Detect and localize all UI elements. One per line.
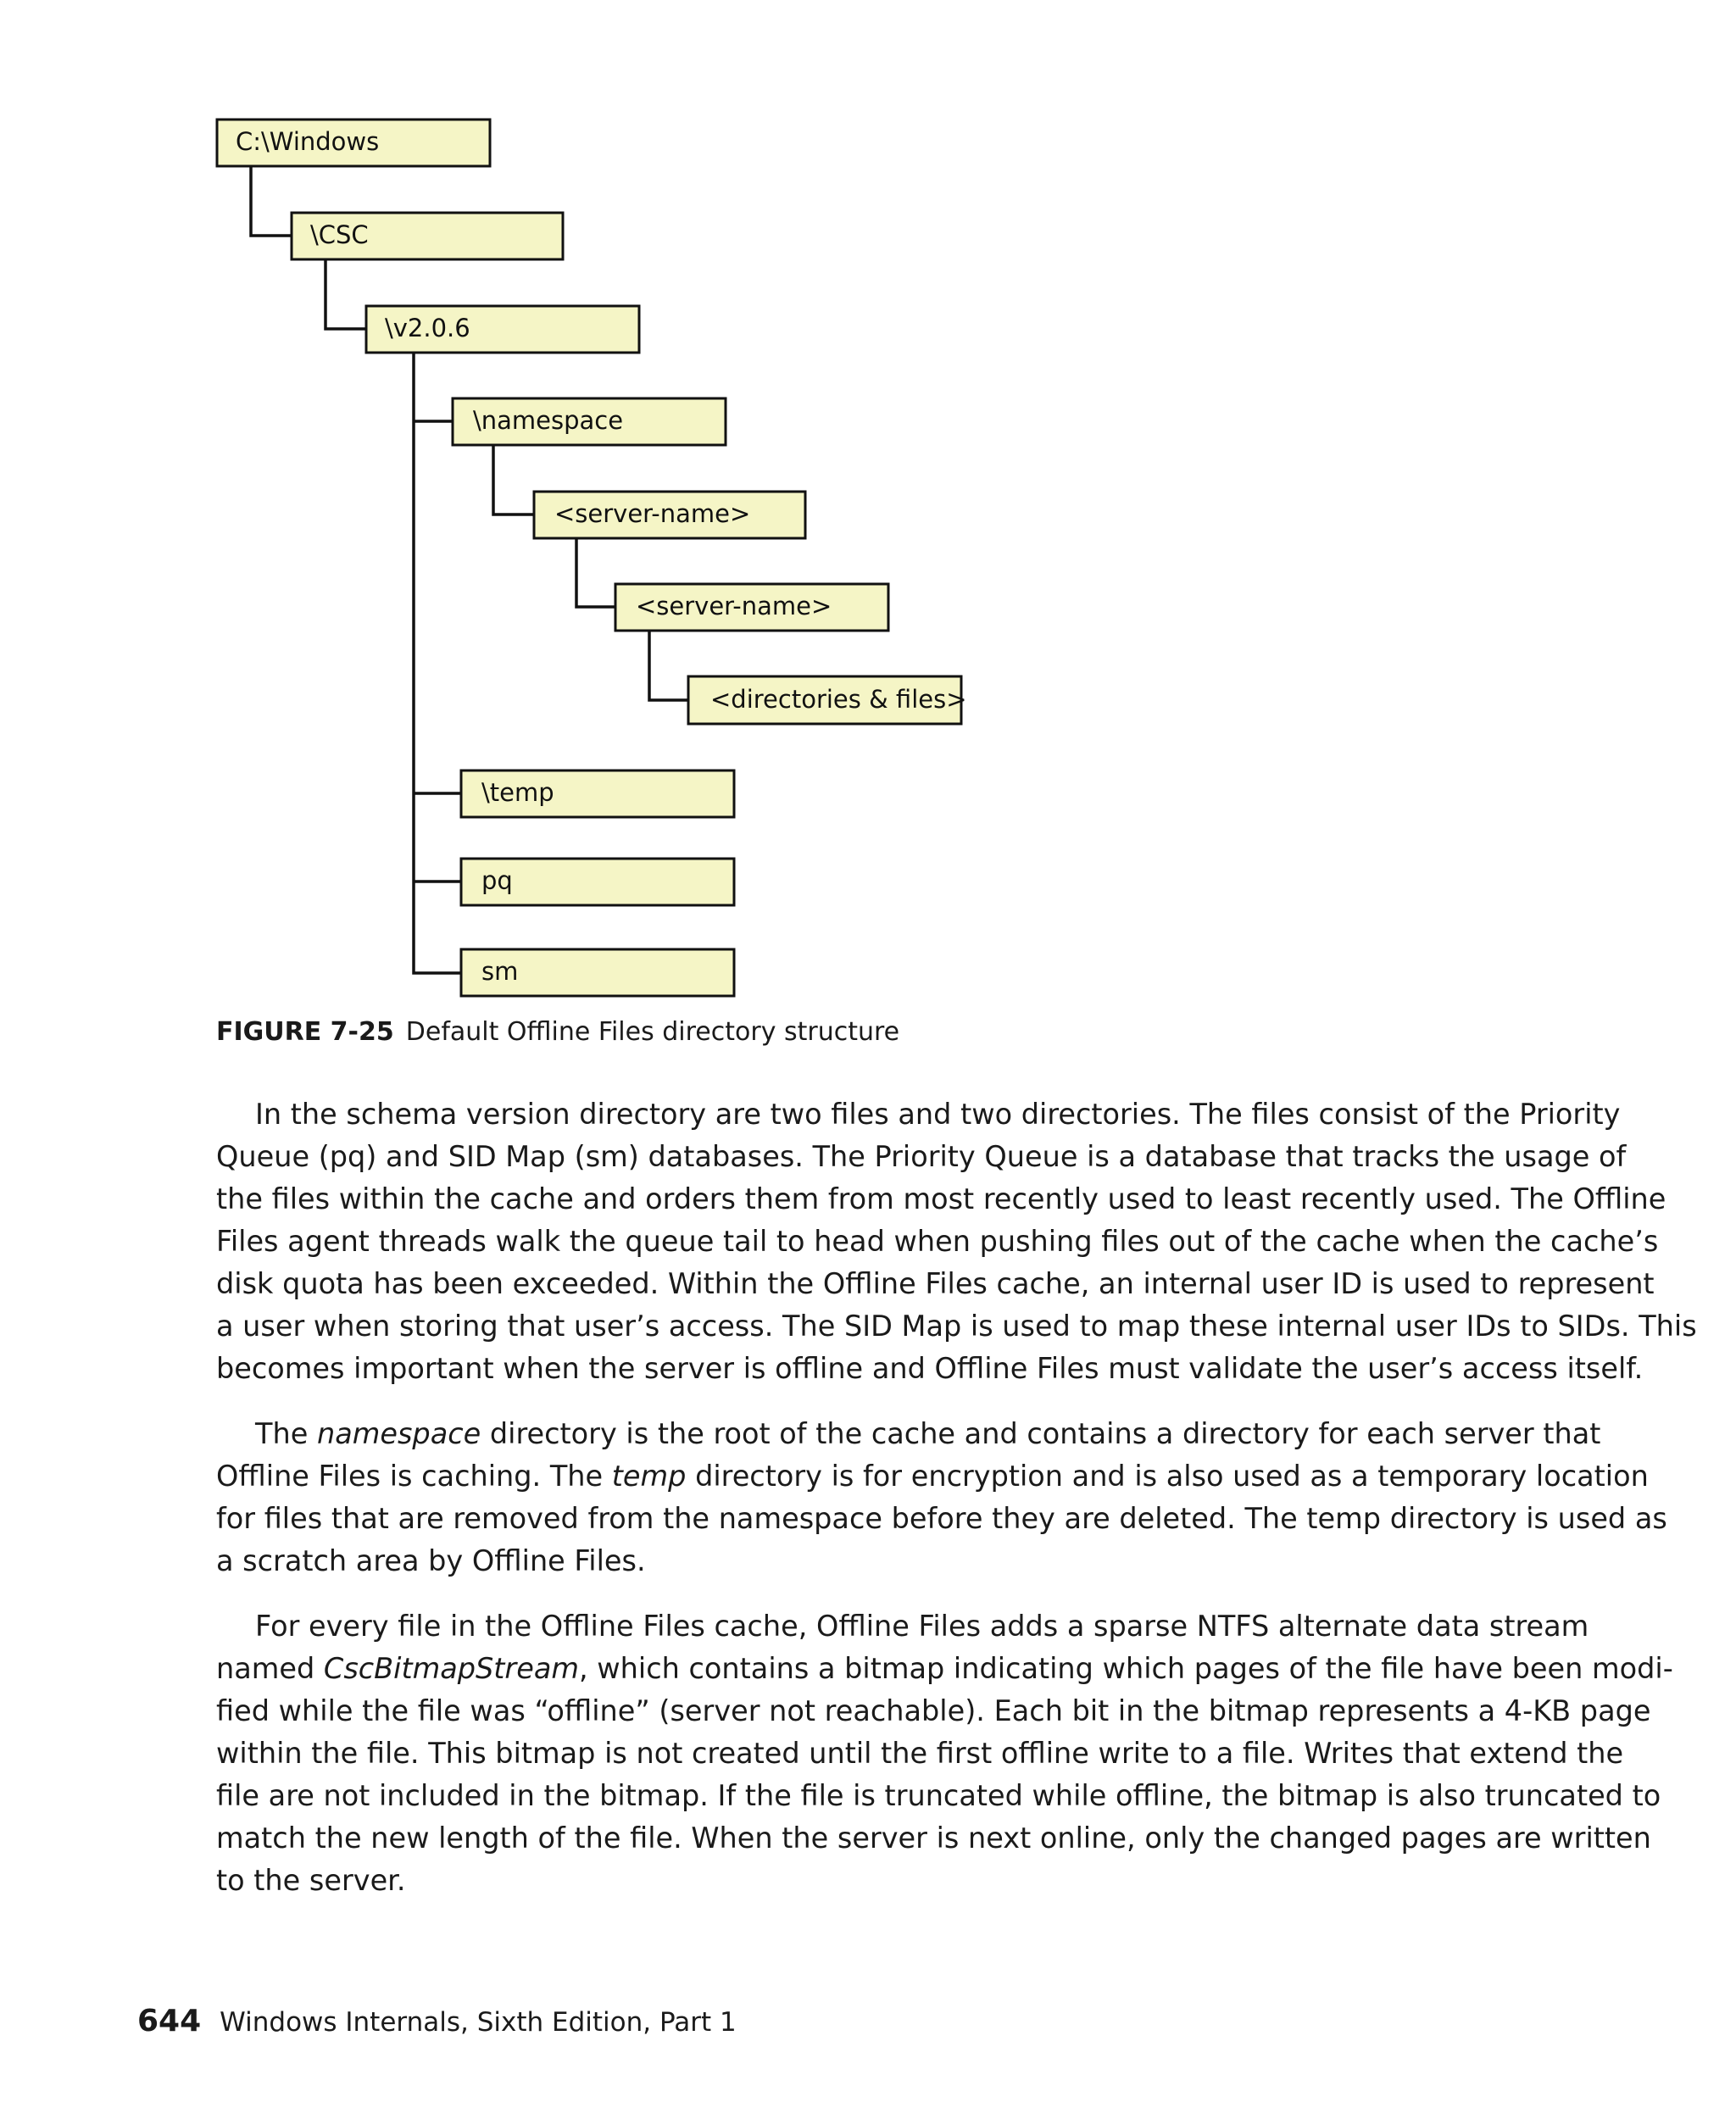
page-footer	[137, 2004, 737, 2038]
node-namespace	[453, 398, 726, 445]
text-line: Files agent threads walk the queue tail to head when pushing files out of the cache when the cache’s	[216, 1225, 1659, 1258]
text-line: fied while the file was “offline” (server not reachable). Each bit in the bitmap represents a 4-KB page	[216, 1694, 1651, 1727]
figure-caption	[216, 1017, 899, 1047]
text-line: disk quota has been exceeded. Within the Offline Files cache, an internal user ID is used to represent	[216, 1267, 1655, 1300]
text-line: the files within the cache and orders them from most recently used to least recently used. The Offline	[216, 1182, 1666, 1215]
text-line: for files that are removed from the namespace before they are deleted. The temp directory is used as	[216, 1502, 1667, 1535]
book-title: Windows Internals, Sixth Edition, Part 1	[220, 2007, 737, 2038]
node-label: <directories & files>	[710, 685, 967, 714]
text-run: , which contains a bitmap indicating which pages of the file have been modi-	[578, 1652, 1673, 1685]
text-line	[216, 1413, 1601, 1455]
text-run: The	[255, 1417, 317, 1450]
node-label: <server-name>	[636, 592, 832, 620]
node-csc	[292, 213, 563, 259]
text-line	[216, 1455, 1649, 1498]
text-run: named	[216, 1652, 324, 1685]
text-line: a user when storing that user’s access. The SID Map is used to map these internal user IDs to SIDs. This	[216, 1310, 1697, 1343]
figure-number: FIGURE 7-25	[216, 1017, 394, 1047]
text-line: match the new length of the file. When the server is next online, only the changed pages are written	[216, 1821, 1651, 1855]
node-label: sm	[481, 957, 519, 986]
connector-csc-version	[326, 259, 366, 329]
paragraph-3	[216, 1605, 1673, 1902]
figure-caption-text: Default Offline Files directory structure	[405, 1017, 900, 1047]
emphasis-namespace: namespace	[316, 1417, 481, 1450]
text-line: to the server.	[216, 1864, 406, 1897]
emphasis-cscbitmapstream: CscBitmapStream	[323, 1652, 579, 1685]
text-run: Offline Files is caching. The	[216, 1460, 612, 1493]
connector-windows-csc	[251, 166, 292, 236]
node-directories-files	[688, 676, 967, 724]
text-line: file are not included in the bitmap. If the file is truncated while offline, the bitmap is also truncated to	[216, 1779, 1661, 1812]
text-line: In the schema version directory are two files and two directories. The files consist of the Priority	[255, 1098, 1621, 1131]
text-line	[216, 1648, 1673, 1690]
node-label: \CSC	[310, 220, 369, 249]
node-sm	[461, 949, 734, 996]
node-label: \v2.0.6	[385, 314, 470, 342]
connector-server-dirs	[649, 631, 688, 700]
node-label: pq	[481, 866, 513, 895]
node-label: <server-name>	[554, 499, 751, 528]
node-label: C:\Windows	[236, 127, 380, 156]
node-temp	[461, 770, 734, 817]
emphasis-temp: temp	[611, 1460, 687, 1493]
directory-structure-diagram	[0, 0, 1736, 1017]
text-run: directory is for encryption and is also used as a temporary location	[686, 1460, 1649, 1493]
text-line: Queue (pq) and SID Map (sm) databases. The Priority Queue is a database that tracks the usage of	[216, 1140, 1627, 1173]
paragraph-2	[216, 1413, 1667, 1582]
text-line: a scratch area by Offline Files.	[216, 1544, 646, 1577]
connector-server-server	[576, 538, 615, 607]
node-server-name-1	[534, 492, 805, 538]
body-text	[216, 1093, 1697, 1925]
node-label: \namespace	[473, 406, 624, 435]
text-line: For every file in the Offline Files cache, Offline Files adds a sparse NTFS alternate data stream	[255, 1610, 1589, 1643]
text-run: directory is the root of the cache and contains a directory for each server that	[481, 1417, 1601, 1450]
node-pq	[461, 859, 734, 905]
text-line: becomes important when the server is offline and Offline Files must validate the user’s access itself.	[216, 1352, 1644, 1385]
paragraph-1	[216, 1093, 1697, 1390]
connector-lines	[251, 166, 688, 973]
node-server-name-2	[615, 584, 888, 631]
connector-namespace-server	[493, 445, 534, 514]
node-label: \temp	[481, 778, 554, 807]
page-number: 644	[137, 2004, 202, 2038]
text-line: within the file. This bitmap is not created until the first offline write to a file. Writes that extend the	[216, 1737, 1624, 1770]
node-version	[366, 306, 639, 353]
node-windows	[217, 120, 490, 166]
